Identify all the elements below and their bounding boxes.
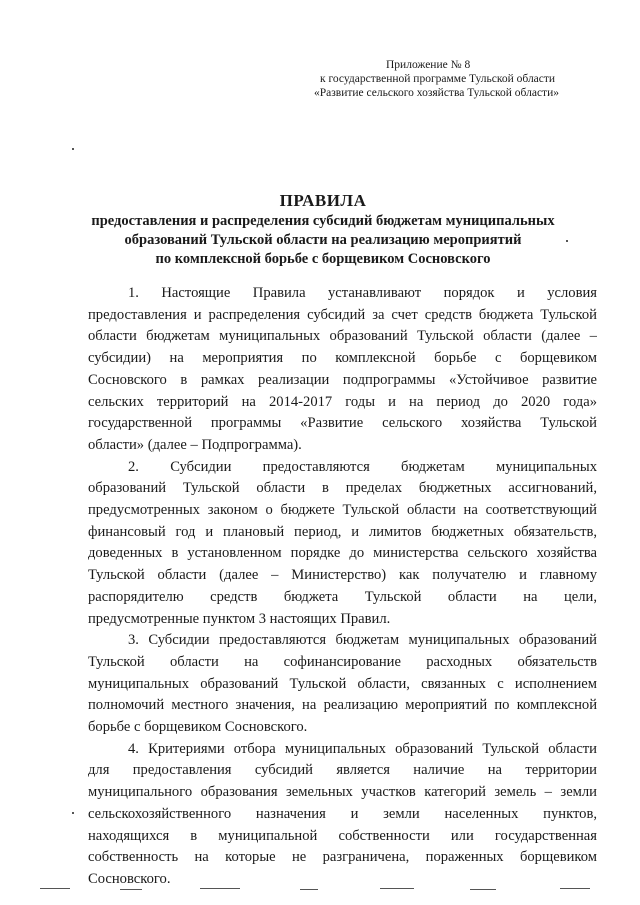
scan-speck [72, 148, 74, 150]
paragraph-line: финансовый год и плановый период, и лимитов бюджетных обязательств, [88, 523, 597, 540]
paragraph-line: образований Тульской области в пределах бюджетных ассигнований, [88, 480, 597, 497]
paragraph-line: предусмотренные пунктом 3 настоящих Правил. [88, 610, 391, 627]
paragraph-1 [88, 283, 597, 457]
appendix-number: Приложение № 8 [386, 59, 471, 71]
document-subtitle-line-3: по комплексной борьбе с борщевиком Сосновского [155, 251, 491, 267]
paragraph-line: собственность на которые не разграничена, пораженных борщевиком [88, 849, 597, 866]
paragraph-line: муниципального образования земельных участков категорий земель – земли [88, 784, 597, 801]
paragraph-line: распорядителю средств бюджета Тульской области на цели, [88, 588, 597, 605]
paragraph-line: Сосновского в рамках реализации подпрограммы «Устойчивое развитие [88, 371, 597, 388]
paragraph-line: муниципальных образований Тульской области, связанных с исполнением [88, 675, 597, 692]
paragraph-line: области бюджетам муниципальных образований Тульской области (далее – [88, 328, 597, 345]
appendix-program-title: «Развитие сельского хозяйства Тульской области» [314, 87, 559, 99]
paragraph-line: для предоставления субсидий является наличие на территории [88, 762, 597, 779]
document-heading [60, 190, 586, 269]
paragraph-2 [88, 457, 597, 631]
document-body [88, 283, 597, 891]
paragraph-line: 1. Настоящие Правила устанавливают порядок и условия [128, 285, 597, 301]
paragraph-line: сельскохозяйственного назначения и земли населенных пунктов, [88, 805, 597, 822]
paragraph-3 [88, 630, 597, 739]
paragraph-line: предоставления и распределения субсидий за счет средств бюджета Тульской [88, 306, 597, 323]
paragraph-line: субсидии) на мероприятия по комплексной борьбе с борщевиком [88, 350, 597, 367]
paragraph-4 [88, 739, 597, 891]
document-subtitle-line-1: предоставления и распределения субсидий бюджетам муниципальных [91, 213, 555, 229]
document-title: ПРАВИЛА [279, 191, 367, 210]
paragraph-line: Тульской области на софинансирование расходных обязательств [88, 653, 597, 670]
paragraph-line: области» (далее – Подпрограмма). [88, 436, 302, 453]
paragraph-line: 3. Субсидии предоставляются бюджетам муниципальных образований [128, 632, 597, 649]
paragraph-line: Сосновского. [88, 870, 171, 887]
paragraph-line: предусмотренных законом о бюджете Тульской области на соответствующий [88, 502, 597, 519]
paragraph-line: полномочий местного значения, на реализацию мероприятий по комплексной [88, 697, 597, 714]
paragraph-line: борьбе с борщевиком Сосновского. [88, 719, 308, 736]
scan-speck [566, 240, 568, 242]
paragraph-line: государственной программы «Развитие сельского хозяйства Тульской [88, 415, 597, 432]
scan-speck [72, 812, 74, 814]
paragraph-line: сельских территорий на 2014-2017 годы и на период до 2020 года» [88, 393, 597, 410]
appendix-note [300, 58, 580, 100]
appendix-program-ref: к государственной программе Тульской области [320, 73, 556, 85]
paragraph-line: 4. Критериями отбора муниципальных образований Тульской области [128, 740, 597, 757]
scan-artifacts [0, 886, 640, 894]
paragraph-line: Тульской области (далее – Министерство) как получателю и главному [88, 567, 597, 584]
paragraph-line: находящихся в муниципальной собственности или государственная [88, 827, 597, 844]
paragraph-line: 2. Субсидии предоставляются бюджетам муниципальных [128, 458, 597, 475]
paragraph-line: доведенных в установленном порядке до министерства сельского хозяйства [88, 545, 597, 562]
document-subtitle-line-2: образований Тульской области на реализацию мероприятий [124, 232, 522, 248]
